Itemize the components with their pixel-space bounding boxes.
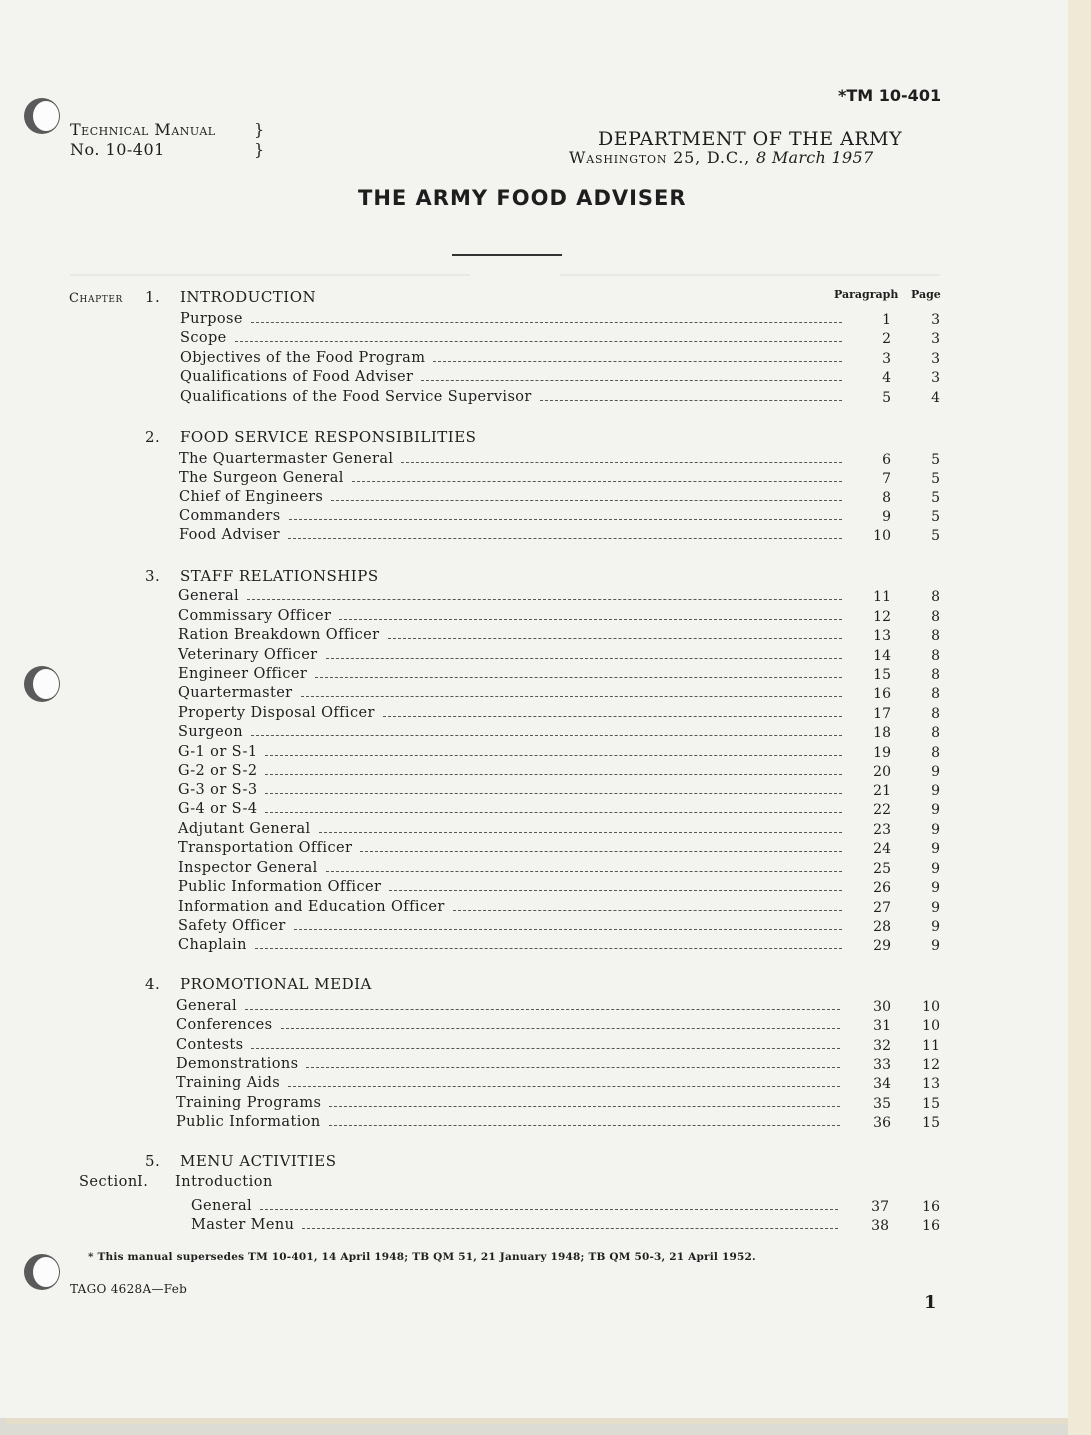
dot-leader (339, 619, 842, 620)
entry-label: G-4 or S-4 (178, 801, 258, 817)
dot-leader (315, 677, 842, 678)
toc-entry (178, 663, 842, 682)
page-reference: 12 (922, 1057, 940, 1073)
paragraph-number: 5 (882, 390, 891, 406)
entry-label: G-2 or S-2 (178, 763, 258, 779)
manual-designation (70, 120, 216, 160)
dot-leader (245, 1009, 840, 1010)
page-reference: 15 (922, 1115, 940, 1131)
paragraph-number: 15 (873, 667, 891, 683)
toc-entry (178, 896, 842, 915)
paragraph-number: 27 (873, 900, 891, 916)
paragraph-number: 38 (871, 1218, 889, 1234)
punch-hole (24, 1254, 60, 1290)
paragraph-number: 32 (873, 1038, 891, 1054)
page-reference: 5 (931, 509, 940, 525)
dot-leader (388, 638, 843, 639)
paragraph-number: 20 (873, 764, 891, 780)
dot-leader (326, 871, 842, 872)
entry-label: Inspector General (178, 860, 318, 876)
entry-label: General (176, 998, 238, 1014)
page-reference: 9 (931, 841, 940, 857)
dot-leader (265, 755, 842, 756)
page-reference: 5 (931, 490, 940, 506)
page-reference: 8 (931, 745, 940, 761)
dot-leader (306, 1067, 840, 1068)
entry-label: Contests (176, 1037, 244, 1053)
paragraph-number: 11 (873, 589, 891, 605)
paragraph-number: 12 (873, 609, 891, 625)
page-reference: 8 (931, 686, 940, 702)
dot-leader (288, 538, 842, 539)
chapter-title: FOOD SERVICE RESPONSIBILITIES (180, 428, 477, 446)
page-reference: 9 (931, 919, 940, 935)
entry-label: General (191, 1198, 253, 1214)
paragraph-number: 18 (873, 725, 891, 741)
toc-entry (176, 995, 840, 1014)
page-reference: 8 (931, 667, 940, 683)
toc-entry (178, 605, 842, 624)
entry-label: General (178, 588, 240, 604)
toc-entry (178, 934, 842, 953)
page-reference: 8 (931, 706, 940, 722)
paragraph-number: 35 (873, 1096, 891, 1112)
entry-label: Public Information (176, 1114, 321, 1130)
toc-entry (178, 741, 842, 760)
paragraph-number: 26 (873, 880, 891, 896)
paragraph-number: 9 (882, 509, 891, 525)
toc-entry (178, 779, 842, 798)
page-reference: 10 (922, 999, 940, 1015)
toc-entry (180, 366, 842, 385)
title-rule (452, 254, 562, 256)
chapter-title: STAFF RELATIONSHIPS (180, 567, 379, 585)
page-reference: 4 (931, 390, 940, 406)
toc-entry (178, 876, 842, 895)
entry-label: Chief of Engineers (179, 489, 324, 505)
entry-label: Ration Breakdown Officer (178, 627, 380, 643)
section-word: Section (79, 1174, 138, 1190)
entry-label: Surgeon (178, 724, 243, 740)
chapter-number: 4. (145, 975, 161, 993)
entry-label: Chaplain (178, 937, 247, 953)
paragraph-number: 8 (882, 490, 891, 506)
entry-label: G-3 or S-3 (178, 782, 258, 798)
page-reference: 9 (931, 880, 940, 896)
paragraph-number: 21 (873, 783, 891, 799)
chapter-number: 1. (145, 288, 161, 306)
dot-leader (301, 696, 842, 697)
page-reference: 3 (931, 312, 940, 328)
date: 8 March 1957 (755, 148, 874, 167)
dot-leader (540, 400, 842, 401)
chapter-word: Chapter (69, 291, 123, 306)
toc-entry (178, 624, 842, 643)
paragraph-number: 37 (871, 1199, 889, 1215)
paragraph-number: 28 (873, 919, 891, 935)
toc-entry (178, 702, 842, 721)
tago-code: TAGO 4628A—Feb (70, 1282, 188, 1296)
dot-leader (265, 774, 842, 775)
dot-leader (265, 812, 842, 813)
paragraph-number: 10 (873, 528, 891, 544)
entry-label: Conferences (176, 1017, 273, 1033)
paragraph-number: 19 (873, 745, 891, 761)
chapter-heading (69, 288, 316, 306)
page-reference: 3 (931, 331, 940, 347)
toc-entry (178, 837, 842, 856)
page-reference: 9 (931, 900, 940, 916)
chapter-number: 5. (145, 1152, 161, 1170)
chapter-heading (69, 567, 379, 585)
page-reference: 5 (931, 452, 940, 468)
dot-leader (251, 322, 842, 323)
toc-entry (179, 448, 842, 467)
entry-label: Veterinary Officer (178, 647, 318, 663)
paragraph-number: 31 (873, 1018, 891, 1034)
toc-entry (180, 386, 842, 405)
page-reference: 9 (931, 783, 940, 799)
dot-leader (326, 658, 842, 659)
toc-entry (179, 524, 842, 543)
punch-hole (24, 98, 60, 134)
toc-entry (178, 798, 842, 817)
page-reference: 13 (922, 1076, 940, 1092)
paragraph-number: 36 (873, 1115, 891, 1131)
paragraph-number: 24 (873, 841, 891, 857)
dot-leader (352, 481, 842, 482)
paragraph-number: 22 (873, 802, 891, 818)
entry-label: Engineer Officer (178, 666, 308, 682)
entry-label: Demonstrations (176, 1056, 299, 1072)
dot-leader (281, 1028, 840, 1029)
dot-leader (235, 341, 842, 342)
punch-hole (24, 666, 60, 702)
page-reference: 9 (931, 861, 940, 877)
entry-label: Property Disposal Officer (178, 705, 375, 721)
entry-label: Commissary Officer (178, 608, 332, 624)
entry-label: Qualifications of the Food Service Supervisor (180, 389, 532, 405)
entry-label: The Surgeon General (179, 470, 344, 486)
section-title: Introduction (175, 1174, 273, 1190)
dot-leader (360, 851, 842, 852)
paragraph-number: 2 (882, 331, 891, 347)
dot-leader (421, 380, 842, 381)
chapter-title: PROMOTIONAL MEDIA (180, 975, 372, 993)
page-reference: 9 (931, 822, 940, 838)
chapter-heading (69, 428, 476, 446)
paragraph-number: 33 (873, 1057, 891, 1073)
toc-entry (191, 1195, 838, 1214)
paragraph-number: 13 (873, 628, 891, 644)
dot-leader (329, 1106, 840, 1107)
toc-entry (176, 1111, 840, 1130)
tm-number: *TM 10-401 (838, 86, 942, 105)
toc-entry (178, 644, 842, 663)
brace-decoration: } } (254, 120, 265, 159)
entry-label: Information and Education Officer (178, 899, 445, 915)
chapter-title: INTRODUCTION (180, 288, 317, 306)
washington-dateline (569, 148, 873, 167)
page-reference: 5 (931, 471, 940, 487)
page-reference: 16 (922, 1218, 940, 1234)
entry-label: Adjutant General (178, 821, 311, 837)
toc-entry (180, 327, 842, 346)
paragraph-number: 4 (882, 370, 891, 386)
paragraph-number: 6 (882, 452, 891, 468)
page-reference: 9 (931, 802, 940, 818)
toc-entry (178, 760, 842, 779)
toc-entry (176, 1072, 840, 1091)
paragraph-number: 23 (873, 822, 891, 838)
page-reference: 10 (922, 1018, 940, 1034)
column-header-paragraph: Paragraph (834, 288, 899, 301)
column-header-page: Page (911, 288, 941, 301)
dot-leader (319, 832, 842, 833)
paper-edge (1068, 0, 1091, 1435)
toc-entry (178, 585, 842, 604)
paragraph-number: 25 (873, 861, 891, 877)
dot-leader (265, 793, 842, 794)
toc-entry (179, 505, 842, 524)
toc-entry (178, 915, 842, 934)
entry-label: Food Adviser (179, 527, 280, 543)
paragraph-number: 17 (873, 706, 891, 722)
entry-label: Scope (180, 330, 227, 346)
paragraph-number: 34 (873, 1076, 891, 1092)
toc-entry (178, 818, 842, 837)
page-reference: 9 (931, 764, 940, 780)
entry-label: Training Programs (176, 1095, 322, 1111)
chapter-number: 3. (145, 567, 161, 585)
department: DEPARTMENT OF THE ARMY (598, 128, 903, 150)
entry-label: Objectives of the Food Program (180, 350, 426, 366)
dot-leader (453, 910, 842, 911)
footnote: * This manual supersedes TM 10-401, 14 April 1948; TB QM 51, 21 January 1948; TB QM 50-3, 21 April 1952. (88, 1251, 756, 1263)
entry-label: Qualifications of Food Adviser (180, 369, 414, 385)
dot-leader (331, 500, 842, 501)
toc-entry (191, 1214, 838, 1233)
chapter-number: 2. (145, 428, 161, 446)
entry-label: Purpose (180, 311, 243, 327)
page-reference: 16 (922, 1199, 940, 1215)
toc-entry (179, 467, 842, 486)
paragraph-number: 16 (873, 686, 891, 702)
page-reference: 9 (931, 938, 940, 954)
page-reference: 8 (931, 628, 940, 644)
chapter-title: MENU ACTIVITIES (180, 1152, 337, 1170)
washington: Washington 25, D.C., (569, 148, 751, 167)
dot-leader (302, 1228, 838, 1229)
section-number: I. (137, 1174, 149, 1190)
entry-label: Transportation Officer (178, 840, 353, 856)
dot-leader (389, 890, 842, 891)
toc-entry (176, 1034, 840, 1053)
dot-leader (260, 1209, 838, 1210)
toc-entry (180, 347, 842, 366)
dot-leader (288, 1086, 840, 1087)
page-number: 1 (924, 1292, 937, 1313)
dot-leader (329, 1125, 840, 1126)
toc-entry (180, 308, 842, 327)
dot-leader (247, 599, 842, 600)
entry-label: Commanders (179, 508, 281, 524)
entry-label: Master Menu (191, 1217, 295, 1233)
entry-label: G-1 or S-1 (178, 744, 258, 760)
paragraph-number: 3 (882, 351, 891, 367)
entry-label: Safety Officer (178, 918, 286, 934)
paragraph-number: 7 (882, 471, 891, 487)
toc-entry (178, 682, 842, 701)
page-reference: 8 (931, 648, 940, 664)
dot-leader (383, 716, 842, 717)
paragraph-number: 1 (882, 312, 891, 328)
manual-line-2: No. 10-401 (70, 140, 165, 159)
entry-label: The Quartermaster General (179, 451, 394, 467)
chapter-heading (69, 1152, 337, 1170)
dot-leader (401, 462, 842, 463)
paragraph-number: 29 (873, 938, 891, 954)
dot-leader (289, 519, 842, 520)
toc-entry (176, 1014, 840, 1033)
page-reference: 8 (931, 609, 940, 625)
dot-leader (294, 929, 842, 930)
dot-leader (255, 948, 842, 949)
page-reference: 15 (922, 1096, 940, 1112)
page-reference: 11 (922, 1038, 940, 1054)
paragraph-number: 14 (873, 648, 891, 664)
toc-entry (178, 721, 842, 740)
dot-leader (251, 735, 842, 736)
page-reference: 3 (931, 351, 940, 367)
chapter-heading (69, 975, 372, 993)
toc-entry (179, 486, 842, 505)
entry-label: Public Information Officer (178, 879, 382, 895)
paragraph-number: 30 (873, 999, 891, 1015)
toc-entry (176, 1053, 840, 1072)
page-reference: 5 (931, 528, 940, 544)
toc-entry (176, 1092, 840, 1111)
page-reference: 3 (931, 370, 940, 386)
manual-line-1: Technical Manual (70, 120, 216, 139)
entry-label: Training Aids (176, 1075, 281, 1091)
section-heading (79, 1174, 273, 1190)
dot-leader (433, 361, 842, 362)
page-title: THE ARMY FOOD ADVISER (358, 186, 687, 210)
dot-leader (251, 1048, 840, 1049)
entry-label: Quartermaster (178, 685, 293, 701)
page-reference: 8 (931, 589, 940, 605)
page-reference: 8 (931, 725, 940, 741)
toc-entry (178, 857, 842, 876)
